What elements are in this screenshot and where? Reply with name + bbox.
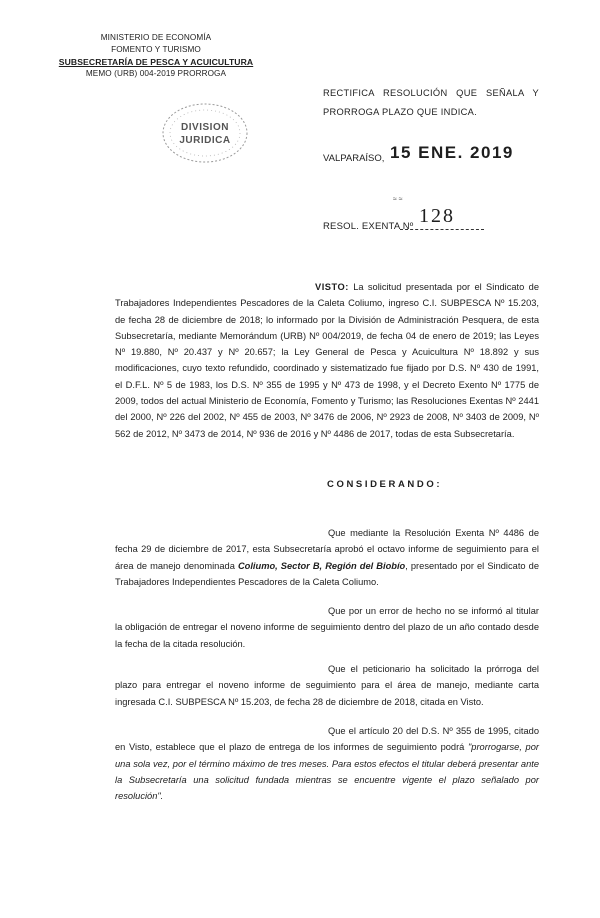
header-fomento: FOMENTO Y TURISMO [111,45,201,54]
mark-icon: ≈ ≈ [393,196,403,203]
resol-number: 128 [419,205,455,227]
p1-text-b: , presentado por el Sindicato de Trabajadores Independientes Pescadores de la Caleta Coliumo. [115,560,539,587]
division-juridica-stamp [160,101,250,165]
resol-label: RESOL. EXENTA Nº [323,221,414,232]
considerando-paragraph-2 [115,603,539,652]
considerando-paragraph-4 [115,723,539,804]
p3-text: Que el peticionario ha solicitado la prórroga del plazo para entregar el noveno informe de seguimiento para el área de manejo, mediante carta ingresada C.I. SUBPESCA Nº 15.203, de fecha 28 de diciembre de 2018, citada en Visto. [115,664,539,707]
header-ministerio: MINISTERIO DE ECONOMÍA [100,33,212,42]
header-subsecretaria: SUBSECRETARÍA DE PESCA Y ACUICULTURA [58,57,254,67]
stamp-seal-icon [160,101,250,165]
stamp-line2: JURIDICA [179,135,231,146]
visto-text: La solicitud presentada por el Sindicato de Trabajadores Independientes Pescadores de la Caleta Coliumo, ingreso C.I. SUBPESCA Nº 15.203, de fecha 28 de diciembre de 2018; lo informado por la División de Administración Pesquera, de esta Subsecretaría, mediante Memorándum (URB) Nº 004/2019, de fecha 04 de enero de 2019; las Leyes Nº 19.880, Nº 20.437 y Nº 20.657; la Ley General de Pesca y Acuicultura Nº 18.892 y sus modificaciones, cuyo texto refundido, coordinado y sistematizado fue fijado por D.S. Nº 430 de 1991, el D.F.L. Nº 5 de 1983, los D.S. Nº 355 de 1995 y Nº 473 de 1998, y el Decreto Exento Nº 1775 de 2009, todos del actual Ministerio de Economía, Fomento y Turismo; las Resoluciones Exentas Nº 2441 del 2000, Nº 226 del 2002, Nº 455 de 2003, Nº 3476 de 2006, Nº 2923 de 2008, Nº 3403 de 2009, Nº 562 de 2012, Nº 3473 de 2014, Nº 936 de 2016 y Nº 4486 de 2017, todas de esta Subsecretaría. [115,282,539,439]
visto-paragraph [115,279,539,442]
considerando-paragraph-3 [115,661,539,710]
considerando-heading: CONSIDERANDO: [327,479,443,490]
considerando-paragraph-1 [115,525,539,590]
area-name: Coliumo, Sector B, Región del Biobío [237,560,406,571]
stamp-line1: DIVISION [181,122,229,133]
header-memo: MEMO (URB) 004-2019 PRORROGA [85,69,227,78]
resolution-title: RECTIFICA RESOLUCIÓN QUE SEÑALA Y PRORROGA PLAZO QUE INDICA. [323,88,539,117]
p1-text-a: Que mediante la Resolución Exenta Nº 4486 de fecha 29 de diciembre de 2017, esta Subsecretaría aprobó el octavo informe de seguimiento para el área de manejo denominada [115,528,539,571]
p2-text: Que por un error de hecho no se informó al titular la obligación de entregar el noveno informe de seguimiento dentro del plazo de un año contado desde la fecha de la citada resolución. [115,606,539,649]
city-label: VALPARAÍSO, [323,153,385,164]
visto-keyword: VISTO: [315,282,349,292]
p4-quote: "prorrogarse, por una sola vez, por el término máximo de tres meses. Para estos efectos el titular deberá presentar ante la Subsecretaría una solicitud fundada mientras se encuentre vigente el plazo señalado por resolución". [115,742,539,802]
date-stamp: 15 ENE. 2019 [390,143,514,162]
resol-underline [400,229,484,230]
p4-text-a: Que el artículo 20 del D.S. Nº 355 de 1995, citado en Visto, establece que el plazo de entrega de los informes de seguimiento podrá [115,726,539,753]
